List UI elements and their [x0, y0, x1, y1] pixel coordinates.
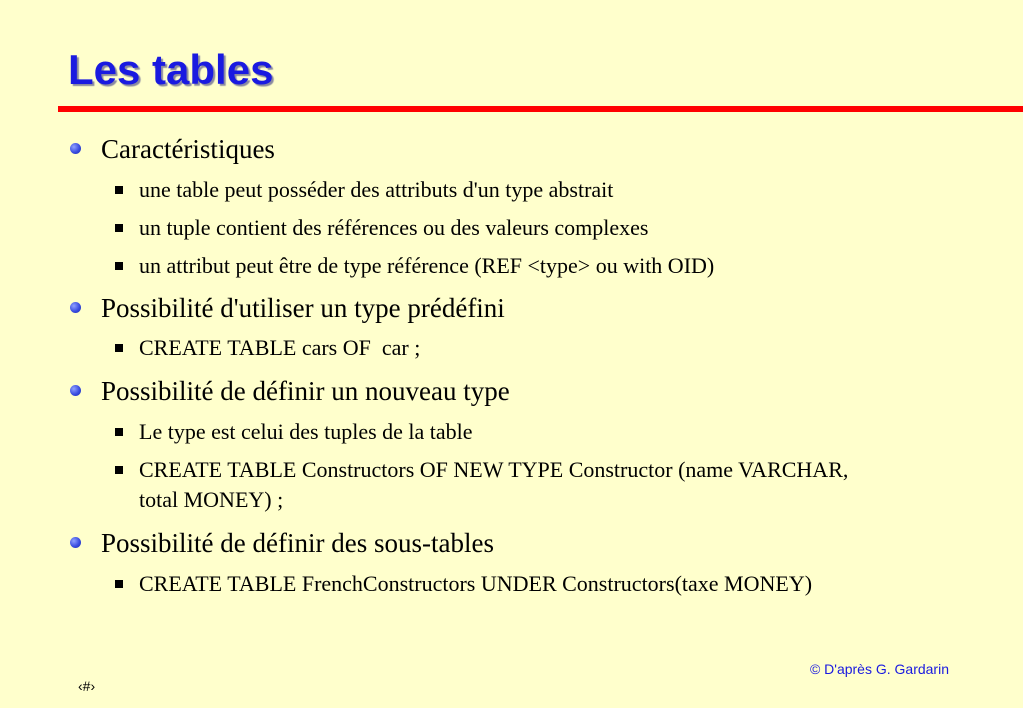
square-bullet-icon [115, 344, 123, 352]
square-bullet-icon [115, 186, 123, 194]
bullet-item [101, 527, 494, 559]
square-bullet-icon [115, 262, 123, 270]
bullet-text: Caractéristiques [101, 134, 275, 164]
title-underline-rule [58, 106, 1023, 112]
bullet-item [101, 292, 505, 324]
sub-bullet-item [139, 455, 848, 485]
footer-page-number: ‹#› [78, 678, 96, 694]
bullet-dot-icon [70, 302, 81, 313]
sub-bullet-text: CREATE TABLE FrenchConstructors UNDER Constructors(taxe MONEY) [139, 571, 813, 596]
sub-bullet-text: un attribut peut être de type référence (REF <type> ou with OID) [139, 253, 715, 278]
sub-bullet-item [139, 569, 812, 599]
slide-title: Les tables [68, 46, 274, 93]
square-bullet-icon [115, 580, 123, 588]
sub-bullet-item [139, 213, 648, 243]
bullet-dot-icon [70, 537, 81, 548]
bullet-item [101, 133, 275, 165]
sub-bullet-text: une table peut posséder des attributs d'un type abstrait [139, 177, 614, 202]
square-bullet-icon [115, 224, 123, 232]
square-bullet-icon [115, 428, 123, 436]
sub-bullet-item [139, 333, 420, 363]
bullet-text: Possibilité d'utiliser un type prédéfini [101, 293, 505, 323]
sub-bullet-text: Le type est celui des tuples de la table [139, 419, 473, 444]
sub-bullet-item [139, 175, 613, 205]
bullet-text: Possibilité de définir un nouveau type [101, 376, 510, 406]
sub-bullet-text: un tuple contient des références ou des valeurs complexes [139, 215, 649, 240]
footer-credit: © D'après G. Gardarin [809, 661, 949, 677]
bullet-dot-icon [70, 385, 81, 396]
sub-bullet-text: CREATE TABLE Constructors OF NEW TYPE Constructor (name VARCHAR, [139, 457, 849, 482]
sub-bullet-continuation [139, 485, 283, 515]
sub-bullet-text: CREATE TABLE cars OF car ; [139, 335, 421, 360]
bullet-text: Possibilité de définir des sous-tables [101, 528, 494, 558]
sub-bullet-text: total MONEY) ; [139, 487, 284, 512]
sub-bullet-item [139, 251, 714, 281]
bullet-item [101, 375, 510, 407]
square-bullet-icon [115, 466, 123, 474]
sub-bullet-item [139, 417, 473, 447]
bullet-dot-icon [70, 143, 81, 154]
